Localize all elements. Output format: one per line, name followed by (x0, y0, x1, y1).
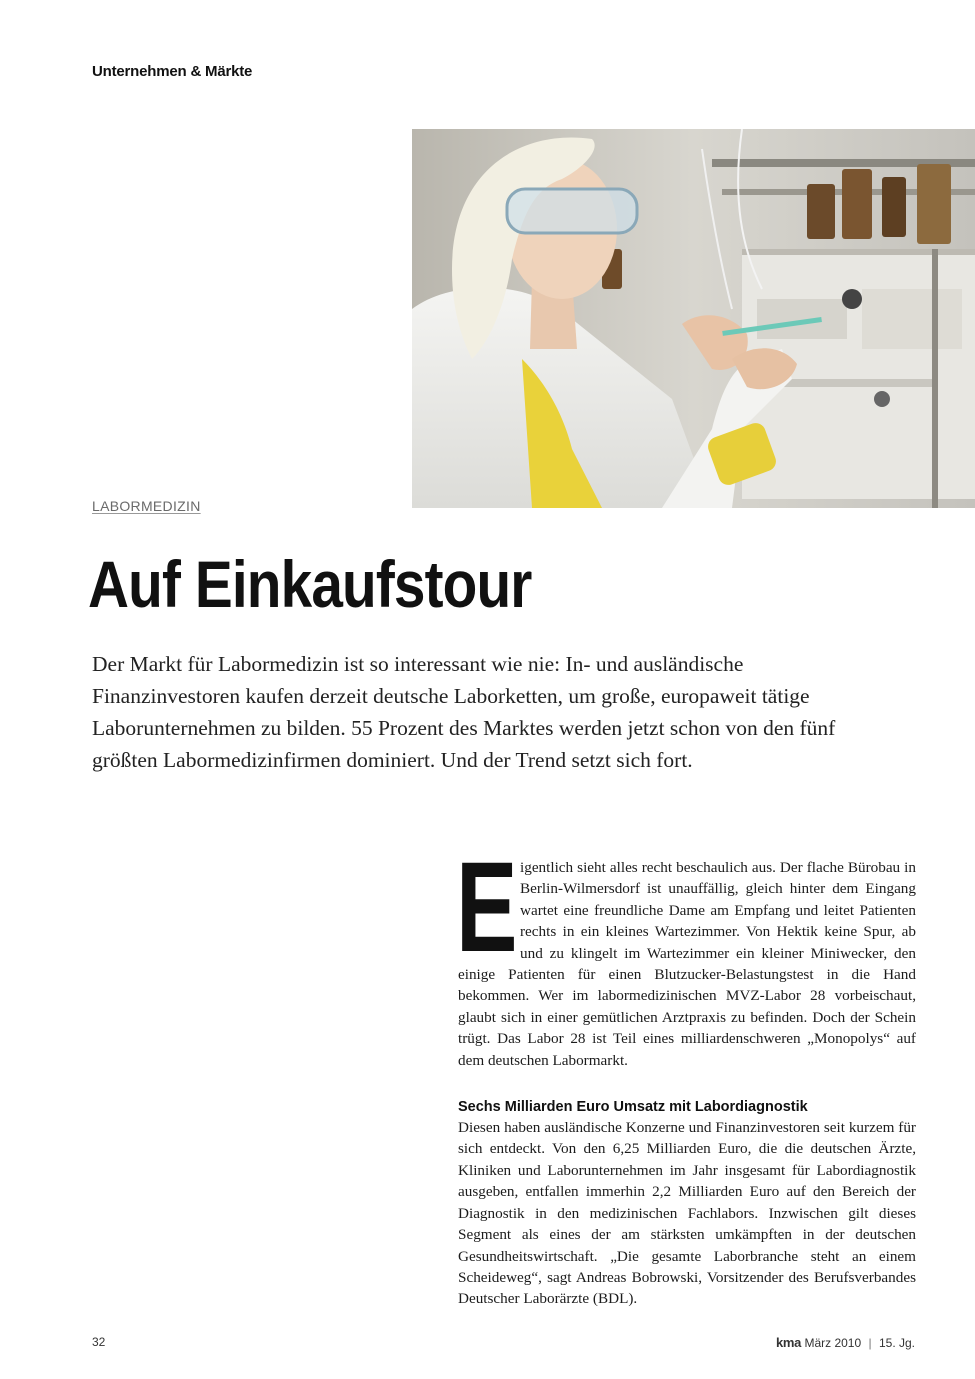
magazine-brand: kma (775, 1335, 802, 1350)
body-paragraph-2: Diesen haben ausländische Konzerne und Finanzinvestoren seit kurzem für sich entdeckt. Von den 6,25 Milliarden Euro, die die deutschen Ärzte, Kliniken und Laborunternehmen im Jahr insgesamt für Labordiagnostik ausgeben, entfallen immerhin 2,2 Milliarden Euro auf den Bereich der Diagnostik in den medizinischen Fachlabors. Inzwischen gilt dieses Segment als eines der am stärksten umkämpften in der deutschen Gesundheitswirtschaft. „Die gesamte Laborbranche steht an einem Scheideweg“, sagt Andreas Bobrowski, Vorsitzender des Berufsverbandes Deutscher Laborärzte (BDL). (458, 1119, 916, 1308)
issue-date: März 2010 (804, 1336, 862, 1350)
footer-separator: | (868, 1336, 872, 1350)
body-paragraph-1-text: igentlich sieht alles recht beschaulich aus. Der flache Bürobau in Berlin-Wilmersdorf ist unauffällig, gleich hinter dem Eingang wartet eine freundliche Dame am Empfang und leitet Patienten rechts in ein kleines Wartezimmer. Von Hektik keine Spur, ab und zu klingelt im Wartezimmer ein kleiner Miniwecker, den einige Patienten für einen Blutzucker-Belastungstest in die Hand bekommen. Wer im labormedizinischen MVZ-Labor 28 vorbeischaut, glaubt sich in einer gemütlichen Arztpraxis zu befinden. Doch der Schein trügt. Das Labor 28 ist Teil eines milliardenschweren „Monopolys“ auf dem deutschen Labormarkt. (458, 859, 916, 1069)
body-paragraph-1 (456, 836, 916, 1071)
lab-technician-photo (412, 129, 975, 508)
article-body (456, 836, 916, 1310)
article-headline: Auf Einkaufstour (88, 547, 532, 621)
section-label: Unternehmen & Märkte (92, 63, 253, 80)
article-lead: Der Markt für Labormedizin ist so interessant wie nie: In- und ausländische Finanzinvestoren kaufen derzeit deutsche Laborketten, um große, europaweit tätige Laborunternehmen zu bilden. 55 Prozent des Marktes werden jetzt schon von den fünf größten Labormedizinfirmen dominiert. Und der Trend setzt sich fort. (92, 652, 836, 772)
footer-issue-info (776, 1335, 915, 1350)
volume-label: 15. Jg. (878, 1336, 915, 1350)
article-subhead: Sechs Milliarden Euro Umsatz mit Labordiagnostik (458, 1099, 808, 1116)
article-kicker: LABORMEDIZIN (92, 498, 201, 514)
drop-cap: E (456, 836, 518, 979)
page-number: 32 (92, 1335, 106, 1349)
